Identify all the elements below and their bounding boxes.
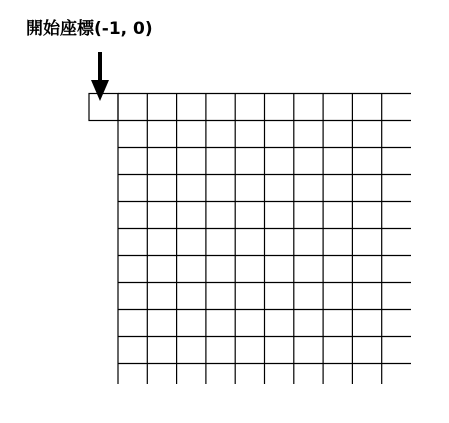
start-coordinate-label: 開始座標(-1, 0) bbox=[26, 19, 153, 39]
grid-lines bbox=[118, 94, 411, 385]
start-cell bbox=[89, 94, 118, 121]
